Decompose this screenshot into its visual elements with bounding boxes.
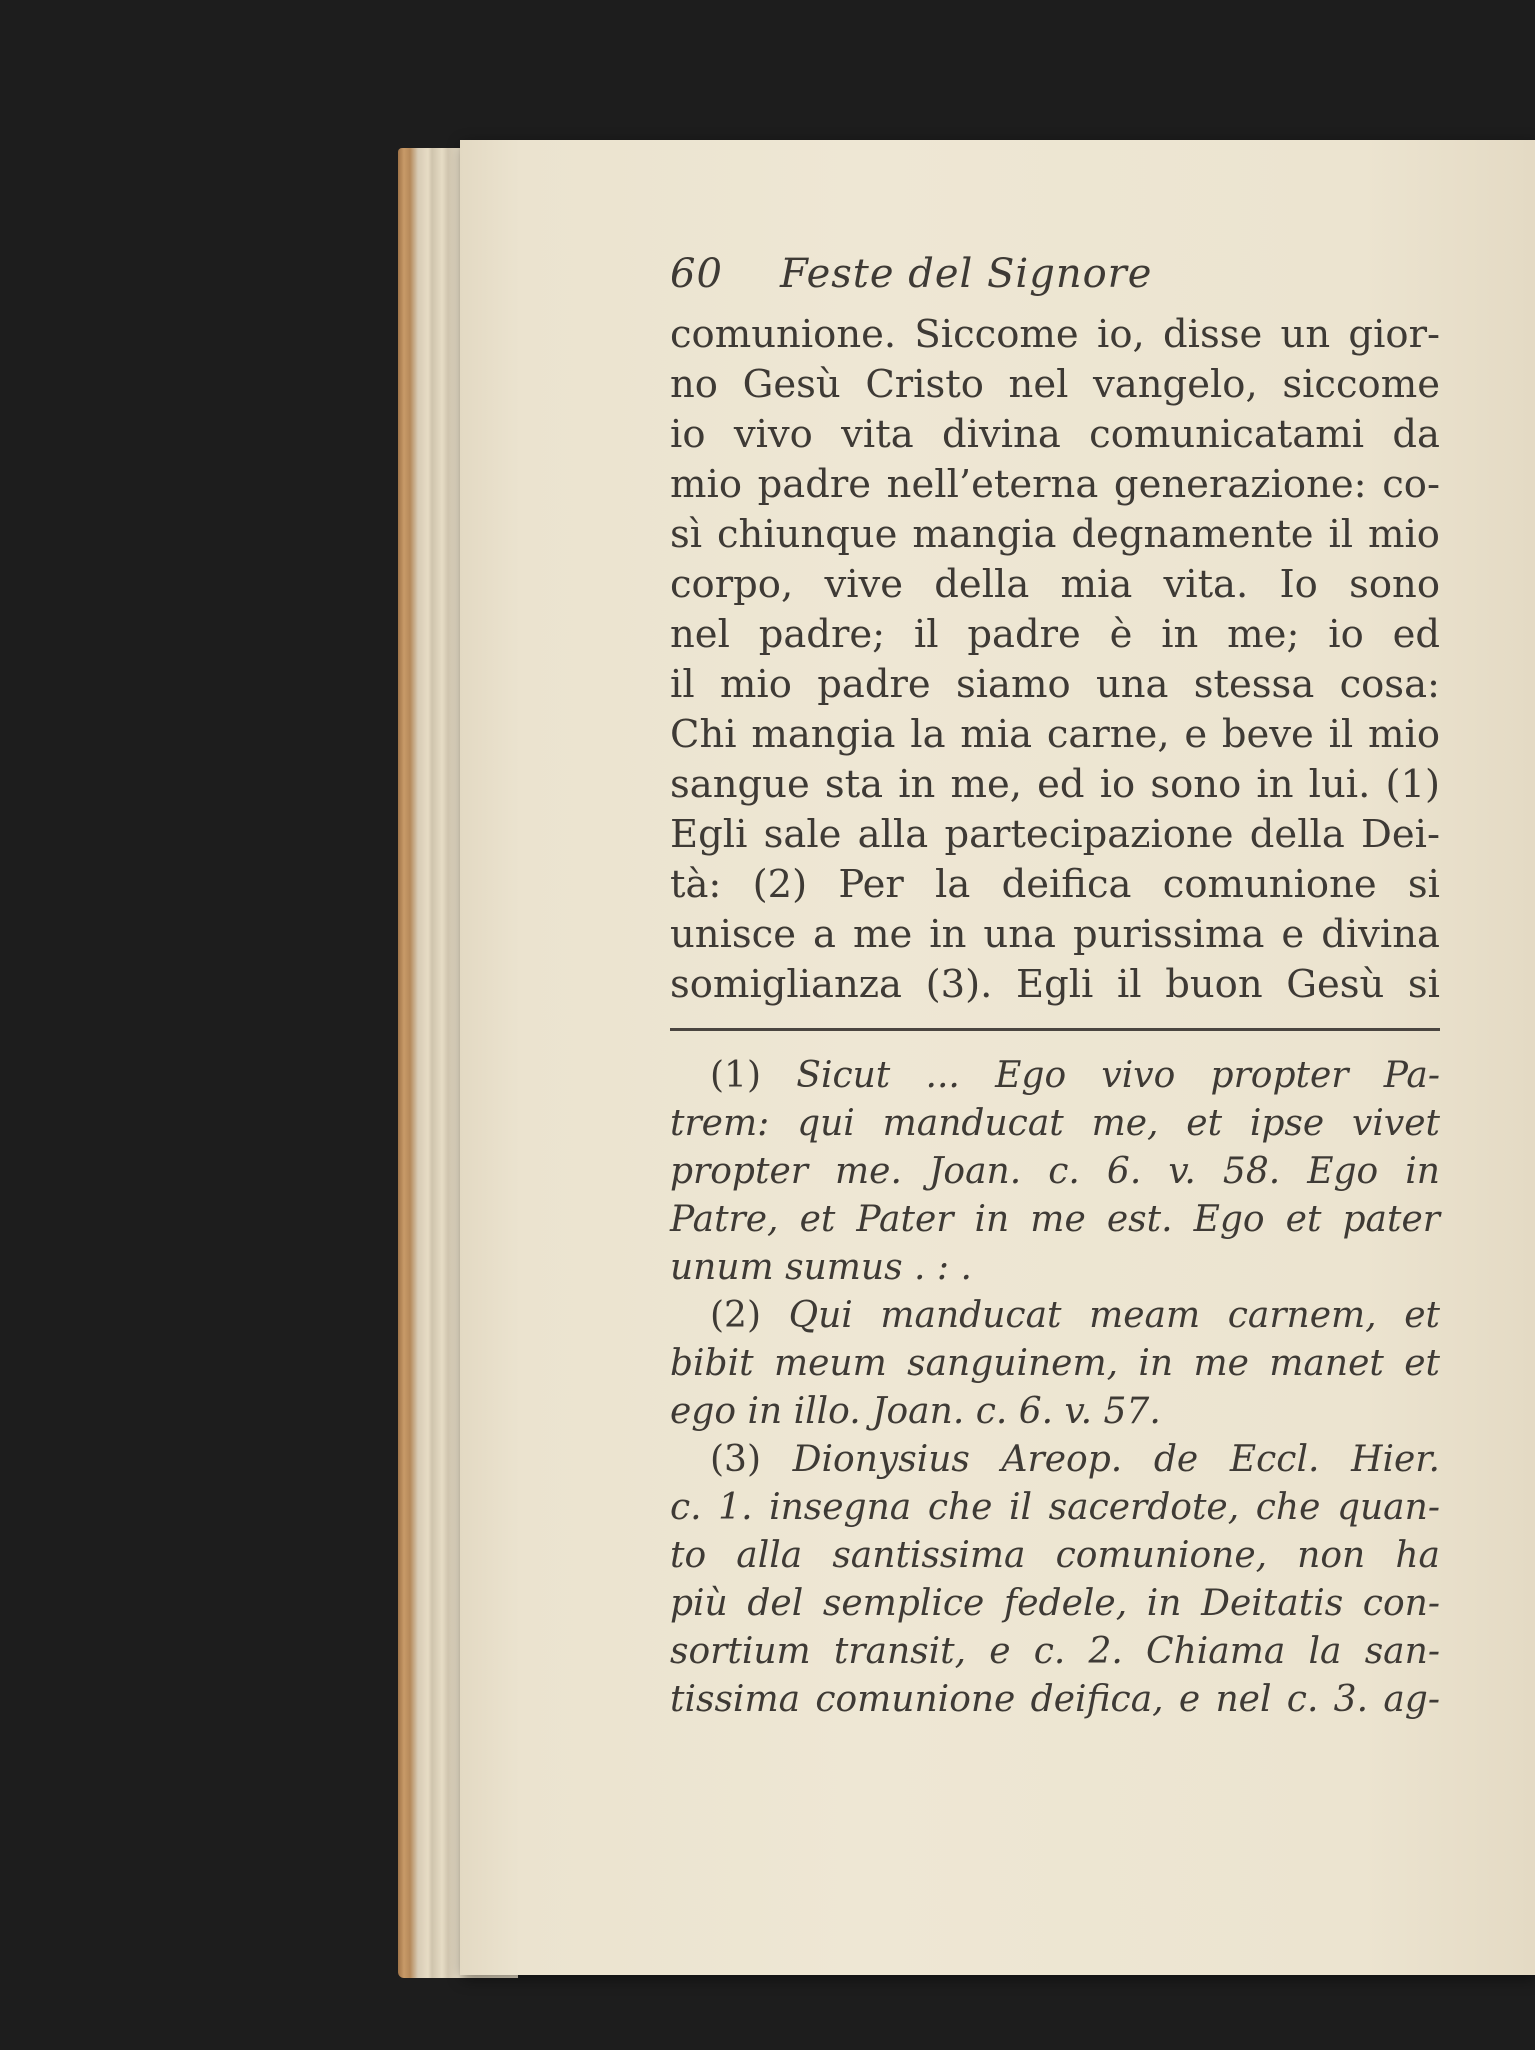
footnote-text: Sicut ... Ego vivo propter Pa-: [796, 1055, 1440, 1096]
footnote-line: tissima comunione deifica, e nel c. 3. ag-: [670, 1679, 1440, 1720]
footnotes: [670, 1052, 1440, 1724]
footnote-line: to alla santissima comunione, non ha: [670, 1535, 1440, 1576]
body-line: sangue sta in me, ed io sono in lui. (1): [670, 762, 1440, 807]
footnote-line: [670, 1292, 1440, 1340]
body-text: [670, 310, 1440, 1010]
footnote-line: propter me. Joan. c. 6. v. 58. Ego in: [670, 1151, 1440, 1192]
footnote-marker: (2): [710, 1295, 761, 1336]
body-line: il mio padre siamo una stessa cosa:: [670, 662, 1440, 707]
footnote-line: ego in illo. Joan. c. 6. v. 57.: [670, 1391, 1161, 1432]
body-line: mio padre nell’eterna generazione: co-: [670, 462, 1440, 507]
footnote-2: [670, 1292, 1440, 1436]
body-line: Chi mangia la mia carne, e beve il mio: [670, 712, 1440, 757]
footnote-line: Patre, et Pater in me est. Ego et pater: [670, 1199, 1440, 1240]
footnote-text: Dionysius Areop. de Eccl. Hier.: [792, 1439, 1440, 1480]
footnote-line: unum sumus . : .: [670, 1247, 972, 1288]
footnote-marker: (3): [710, 1439, 761, 1480]
body-line: Egli sale alla partecipazione della Dei-: [670, 812, 1440, 857]
footnote-line: sortium transit, e c. 2. Chiama la san-: [670, 1631, 1440, 1672]
footnote-line: bibit meum sanguinem, in me manet et: [670, 1343, 1440, 1384]
body-line: tà: (2) Per la deifica comunione si: [670, 862, 1440, 907]
body-line: no Gesù Cristo nel vangelo, siccome: [670, 362, 1440, 407]
running-title: Feste del Signore: [780, 251, 1153, 297]
footnote-marker: (1): [710, 1055, 761, 1096]
body-line: comunione. Siccome io, disse un gior-: [670, 312, 1440, 357]
footnote-text: Qui manducat meam carnem, et: [788, 1295, 1440, 1336]
footnote-line: più del semplice fedele, in Deitatis con-: [670, 1583, 1440, 1624]
page-number: 60: [670, 251, 723, 297]
running-head: [670, 238, 1440, 310]
footnote-line: trem: qui manducat me, et ipse vivet: [670, 1103, 1440, 1144]
body-line: corpo, vive della mia vita. Io sono: [670, 562, 1440, 607]
body-line: io vivo vita divina comunicatami da: [670, 412, 1440, 457]
body-line: unisce a me in una purissima e divina: [670, 912, 1440, 957]
body-line: nel padre; il padre è in me; io ed: [670, 612, 1440, 657]
footnote-rule: [670, 1018, 1440, 1040]
footnote-1: [670, 1052, 1440, 1292]
footnote-line: c. 1. insegna che il sacerdote, che quan-: [670, 1487, 1440, 1528]
text-block: [670, 238, 1440, 1724]
footnote-3: [670, 1436, 1440, 1724]
body-line: sì chiunque mangia degnamente il mio: [670, 512, 1440, 557]
footnote-line: [670, 1436, 1440, 1484]
body-line: somiglianza (3). Egli il buon Gesù si: [670, 962, 1440, 1007]
footnote-line: [670, 1052, 1440, 1100]
